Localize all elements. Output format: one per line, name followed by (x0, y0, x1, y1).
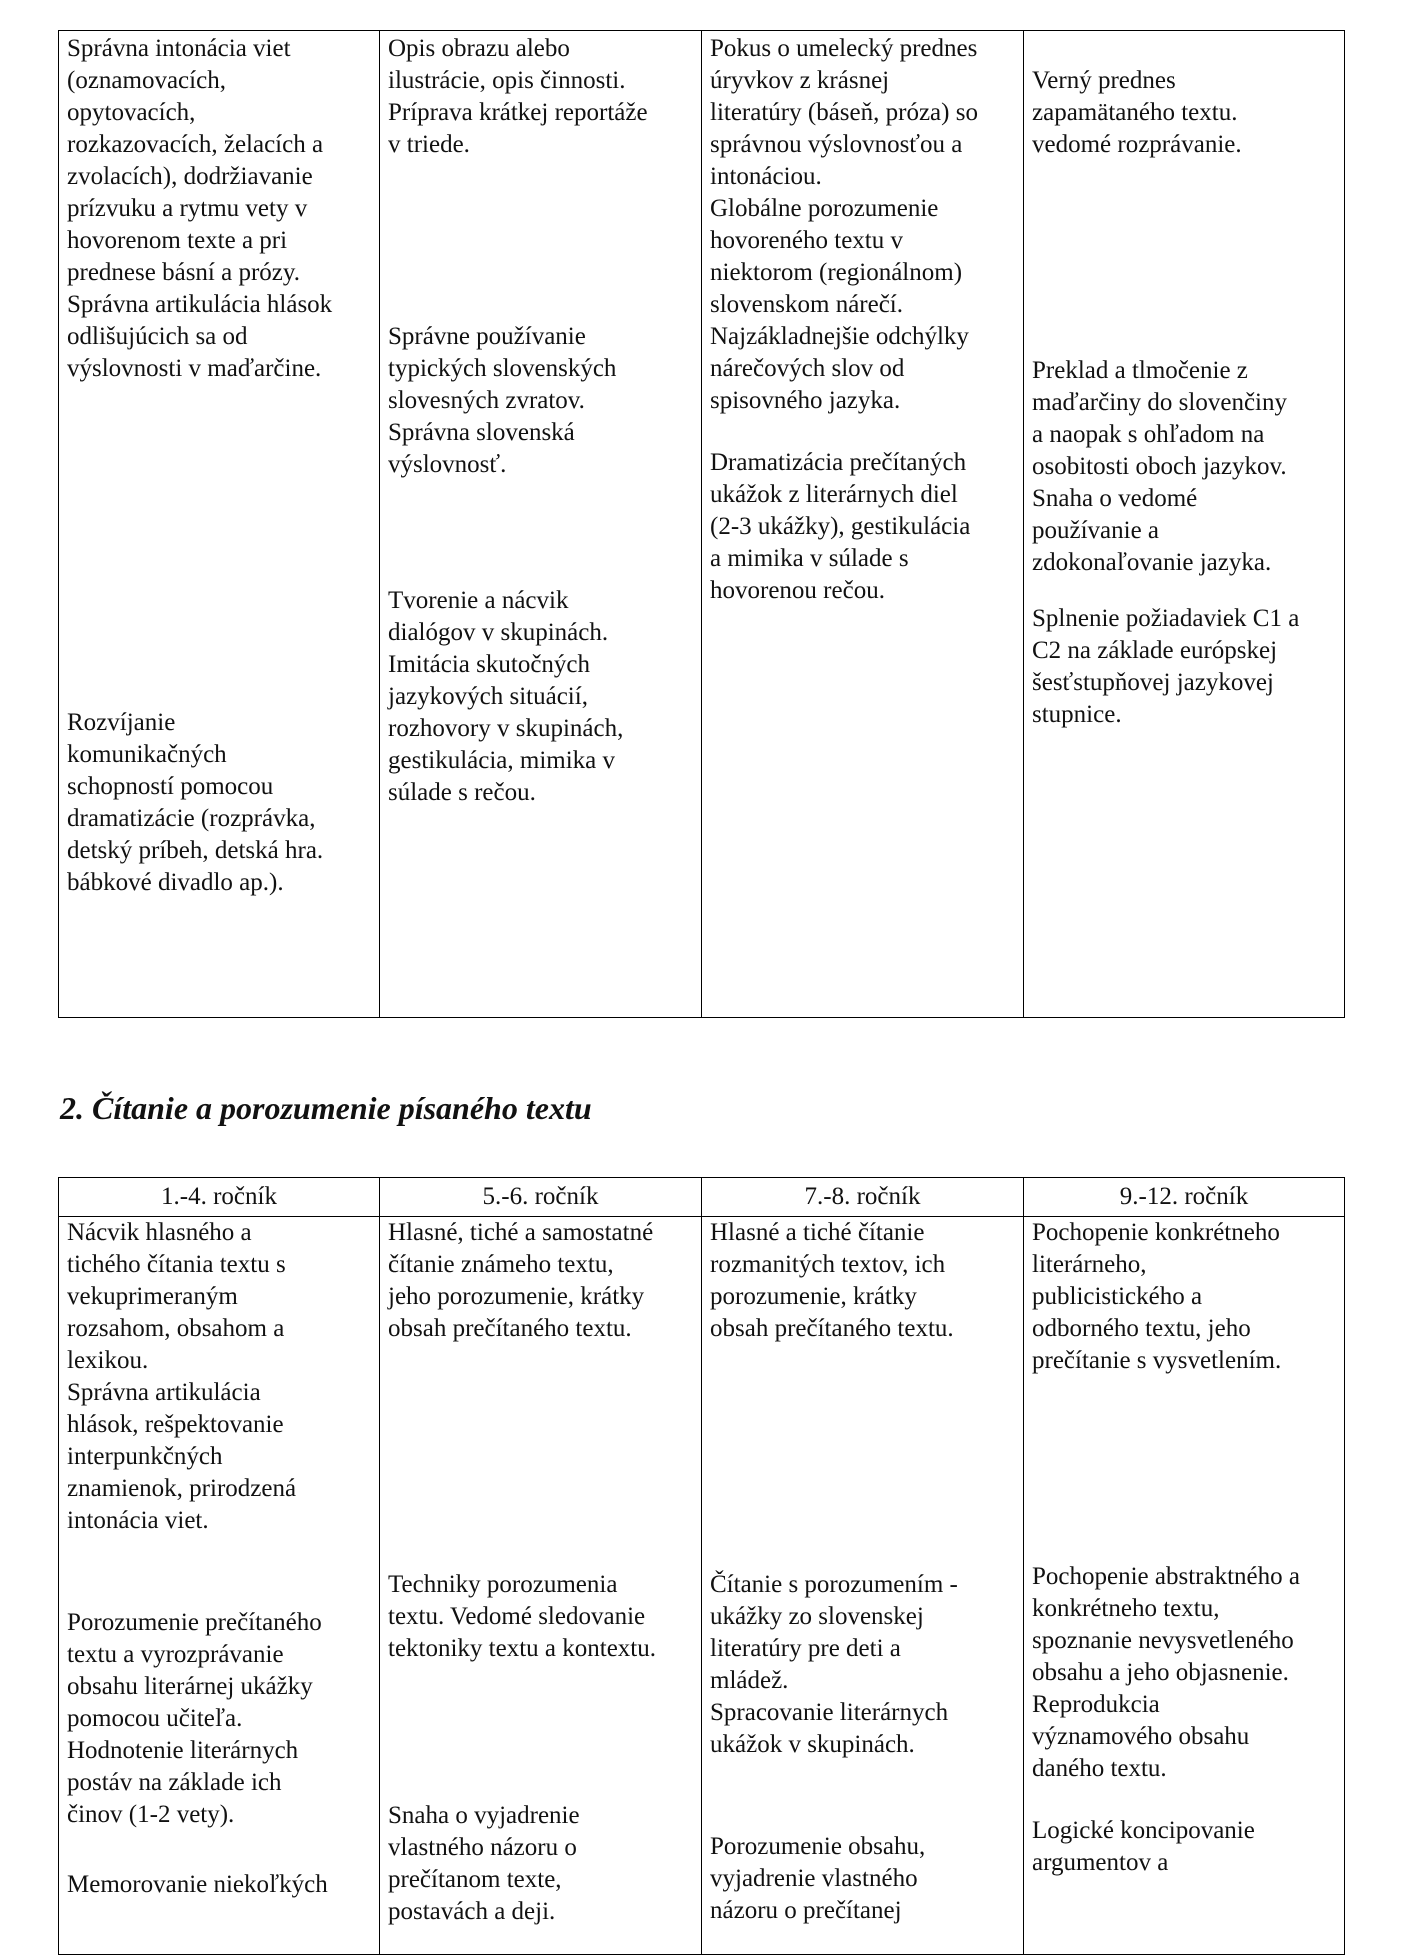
cell-text-block: Logické koncipovanie argumentov a (1032, 1817, 1255, 1876)
cell-text-block: Porozumenie prečítaného textu a vyrozprávanie obsahu literárnej ukážky pomocou učiteľa. Hodnotenie literárnych postáv na základe ich činov (1-2 vety). (67, 1609, 322, 1828)
table-cell-col4 (1024, 31, 1345, 1018)
cell-text-block: Snaha o vyjadrenie vlastného názoru o prečítanom texte, postavách a deji. (388, 1802, 580, 1925)
cell-text-block: Dramatizácia prečítaných ukážok z literárnych diel (2-3 ukážky), gestikulácia a mimika v súlade s hovorenou rečou. (710, 449, 971, 604)
cell-text-block: Verný prednes zapamätaného textu. vedomé rozprávanie. (1032, 67, 1242, 158)
cell-text-block: Porozumenie obsahu, vyjadrenie vlastného názoru o prečítanej (710, 1833, 926, 1924)
table-row (59, 1217, 1345, 1955)
cell-text-block: Tvorenie a nácvik dialógov v skupinách. Imitácia skutočných jazykových situácií, rozhovory v skupinách, gestikulácia, mimika v súlade s rečou. (388, 587, 624, 806)
table-cell-col2 (380, 1217, 702, 1955)
cell-text-block: Nácvik hlasného a tichého čítania textu s vekuprimeraným rozsahom, obsahom a lexikou. Správna artikulácia hlások, rešpektovanie interpunkčných znamienok, prirodzená intonácia viet. (67, 1219, 297, 1534)
cell-text-block: Hlasné a tiché čítanie rozmanitých textov, ich porozumenie, krátky obsah prečítaného textu. (710, 1219, 954, 1342)
cell-text-block: Pochopenie abstraktného a konkrétneho textu, spoznanie nevysvetleného obsahu a jeho objasnenie. Reprodukcia významového obsahu daného textu. (1032, 1563, 1300, 1782)
column-header: 7.-8. ročník (702, 1178, 1024, 1217)
table-row (59, 31, 1345, 1018)
column-header: 9.-12. ročník (1024, 1178, 1345, 1217)
cell-text-block: Pochopenie konkrétneho literárneho, publicistického a odborného textu, jeho prečítanie s vysvetlením. (1032, 1219, 1282, 1374)
table-cell-col1 (59, 31, 380, 1018)
cell-text-block: Memorovanie niekoľkých (67, 1871, 328, 1898)
cell-text-block: Techniky porozumenia textu. Vedomé sledovanie tektoniky textu a kontextu. (388, 1571, 657, 1662)
table-cell-col1 (59, 1217, 380, 1955)
table-cell-col3 (702, 1217, 1024, 1955)
table-cell-col3 (702, 31, 1024, 1018)
cell-text-block: Správne používanie typických slovenských slovesných zvratov. Správna slovenská výslovnosť. (388, 323, 617, 478)
cell-text-block: Čítanie s porozumením - ukážky zo slovenskej literatúry pre deti a mládež. Spracovanie literárnych ukážok v skupinách. (710, 1571, 958, 1758)
cell-text-block: Preklad a tlmočenie z maďarčiny do slovenčiny a naopak s ohľadom na osobitosti oboch jazykov. Snaha o vedomé používanie a zdokonaľovanie jazyka. (1032, 357, 1287, 576)
curriculum-table-speaking (58, 30, 1345, 1018)
cell-text-block: Správna intonácia viet (oznamovacích, opytovacích, rozkazovacích, želacích a zvolacích), dodržiavanie prízvuku a rytmu vety v hovorenom texte a pri prednese básní a prózy. Správna artikulácia hlások odlišujúcich sa od výslovnosti v maďarčine. (67, 35, 333, 382)
section-heading: 2. Čítanie a porozumenie písaného textu (60, 1090, 592, 1126)
cell-text-block: Rozvíjanie komunikačných schopností pomocou dramatizácie (rozprávka, detský príbeh, detská hra. bábkové divadlo ap.). (67, 709, 324, 896)
cell-text-block: Opis obrazu alebo ilustrácie, opis činnosti. Príprava krátkej reportáže v triede. (388, 35, 648, 158)
column-header: 1.-4. ročník (59, 1178, 380, 1217)
cell-text-block: Splnenie požiadaviek C1 a C2 na základe európskej šesťstupňovej jazykovej stupnice. (1032, 605, 1300, 728)
table-header-row (59, 1178, 1345, 1217)
cell-text-block: Hlasné, tiché a samostatné čítanie známeho textu, jeho porozumenie, krátky obsah prečítaného textu. (388, 1219, 654, 1342)
curriculum-table-reading (58, 1177, 1345, 1955)
cell-text-block: Pokus o umelecký prednes úryvkov z krásnej literatúry (báseň, próza) so správnou výslovnosťou a intonáciou. Globálne porozumenie hovoreného textu v niektorom (regionálnom) slovenskom nárečí. Najzákladnejšie odchýlky nárečových slov od spisovného jazyka. (710, 35, 978, 414)
table-cell-col2 (380, 31, 702, 1018)
table-cell-col4 (1024, 1217, 1345, 1955)
column-header: 5.-6. ročník (380, 1178, 702, 1217)
